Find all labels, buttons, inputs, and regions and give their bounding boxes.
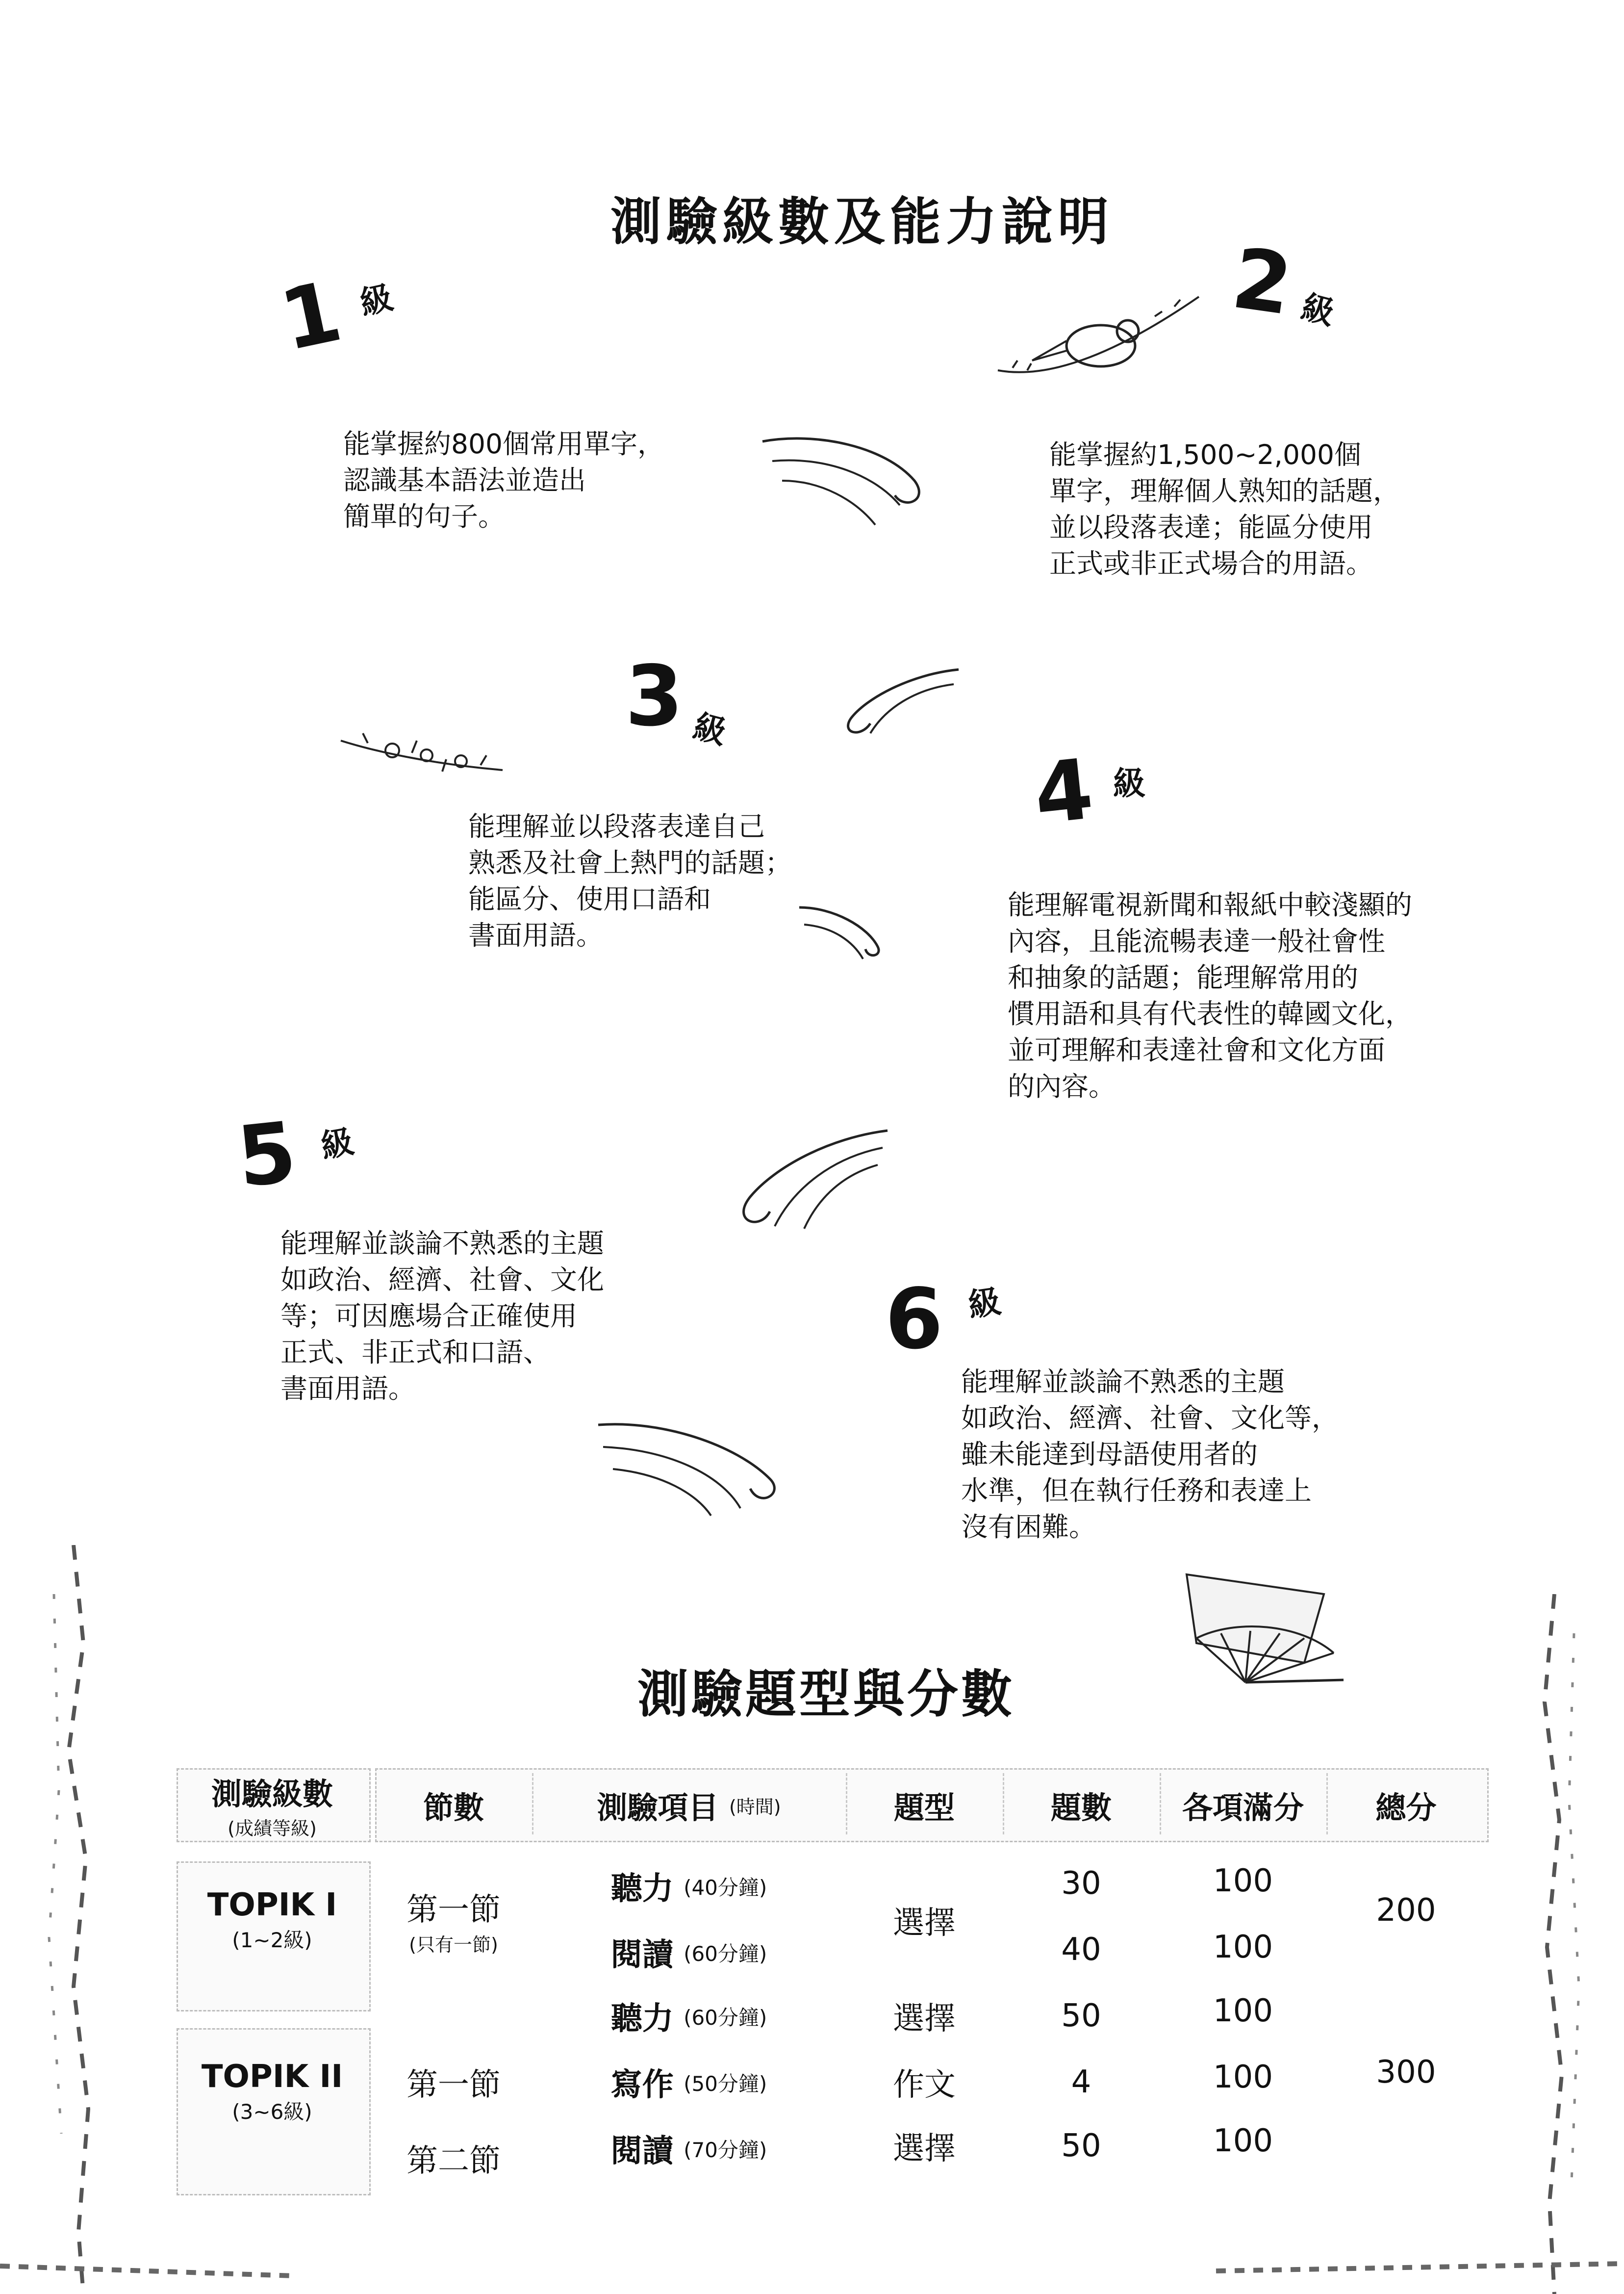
- page-edge-texture-right: [1525, 1594, 1623, 2294]
- topik2-row1-item: 聽力 (60分鐘): [610, 2001, 767, 2037]
- page-edge-texture-left: [0, 1545, 98, 2294]
- header-session: 節數: [423, 1789, 484, 1826]
- topik1-type: 選擇: [893, 1905, 956, 1941]
- header-full-score: 各項滿分: [1182, 1789, 1304, 1826]
- topik2-session1: 第一節: [406, 2067, 501, 2103]
- level-5-unit: 級: [318, 1122, 357, 1166]
- header-count: 題數: [1050, 1789, 1112, 1826]
- topik2-row3-item: 閱讀 (70分鐘): [610, 2133, 767, 2169]
- topik2-row3-full: 100: [1213, 2123, 1273, 2159]
- topik2-row2-count: 4: [1071, 2064, 1091, 2100]
- topik1-row2-full: 100: [1213, 1929, 1273, 1965]
- level-3-number: 3: [625, 648, 684, 745]
- score-table: [177, 1768, 1486, 2195]
- header-item: 測驗項目 (時間): [597, 1789, 781, 1826]
- level-6-unit: 級: [965, 1282, 1003, 1325]
- wind-swirl-icon: [836, 660, 968, 738]
- header-level: 測驗級數 (成績等級): [211, 1776, 333, 1839]
- level-1-number: 1: [272, 262, 350, 370]
- wind-swirl-icon: [758, 427, 934, 535]
- topik1-total: 200: [1376, 1892, 1436, 1929]
- level-1-description: 能掌握約800個常用單字， 認識基本語法並造出 簡單的句子。: [343, 428, 664, 532]
- topik1-row1-item: 聽力 (40分鐘): [610, 1871, 767, 1907]
- floral-sprig-icon: [338, 726, 505, 780]
- topik2-row1-full: 100: [1213, 1993, 1273, 2029]
- level-6-description: 能理解並談論不熟悉的主題 如政治、經濟、社會、文化等， 雖未能達到母語使用者的 水準，但在執行任務和表達上 沒有困難。: [961, 1366, 1339, 1543]
- topik2-row1-count: 50: [1061, 1998, 1101, 2034]
- bird-on-branch-icon: [993, 282, 1209, 400]
- level-4-unit: 級: [1113, 765, 1145, 802]
- page-edge-texture-bottom: [0, 2237, 1624, 2294]
- level-2-unit: 級: [1297, 287, 1339, 333]
- level-3-unit: 級: [689, 707, 731, 752]
- topik2-row2-item: 寫作 (50分鐘): [610, 2067, 767, 2103]
- level-3-description: 能理解並以段落表達自己 熟悉及社會上熱門的話題； 能區分、使用口語和 書面用語。: [468, 811, 792, 951]
- wind-swirl-icon: [794, 898, 888, 961]
- topik2-row3-type: 選擇: [893, 2131, 956, 2167]
- level-4-number: 4: [1029, 741, 1098, 844]
- level-2-description: 能掌握約1,500~2,000個 單字，理解個人熟知的話題， 並以段落表達；能區分使用 正式或非正式場合的用語。: [1049, 439, 1400, 579]
- topik2-row1-type: 選擇: [893, 2001, 956, 2037]
- section2-title: 測驗題型與分數: [637, 1664, 1015, 1724]
- topik2-row3-count: 50: [1061, 2128, 1101, 2164]
- folding-fan-icon: [1177, 1565, 1353, 1692]
- level-2-number: 2: [1226, 230, 1298, 335]
- topik2-row2-full: 100: [1213, 2059, 1273, 2095]
- level-1-unit: 級: [356, 278, 397, 323]
- level-5-number: 5: [232, 1104, 301, 1207]
- topik1-row1-count: 30: [1061, 1865, 1101, 1902]
- header-type: 題型: [893, 1789, 955, 1826]
- topik2-level: TOPIK II (3~6級): [201, 2059, 343, 2124]
- topik1-level: TOPIK I (1~2級): [207, 1887, 337, 1952]
- topik1-row2-count: 40: [1061, 1932, 1101, 1968]
- topik2-total: 300: [1376, 2054, 1436, 2090]
- topik1-row2-item: 閱讀 (60分鐘): [610, 1937, 767, 1973]
- level-5-description: 能理解並談論不熟悉的主題 如政治、經濟、社會、文化 等；可因應場合正確使用 正式、非正式和口語、 書面用語。: [280, 1228, 605, 1404]
- topik1-row1-full: 100: [1213, 1863, 1273, 1899]
- topik2-row2-type: 作文: [893, 2067, 956, 2103]
- topik1-session: 第一節 (只有一節): [406, 1891, 501, 1956]
- section1-title: 測驗級數及能力說明: [610, 192, 1114, 252]
- topik2-session2: 第二節: [406, 2143, 501, 2179]
- wind-swirl-icon: [593, 1410, 789, 1518]
- level-6-number: 6: [885, 1271, 943, 1368]
- wind-swirl-icon: [721, 1123, 897, 1236]
- level-4-description: 能理解電視新聞和報紙中較淺顯的 內容，且能流暢表達一般社會性 和抽象的話題；能理解常用的 慣用語和具有代表性的韓國文化， 並可理解和表達社會和文化方面 的內容。: [1008, 889, 1413, 1102]
- header-total: 總分: [1375, 1789, 1437, 1826]
